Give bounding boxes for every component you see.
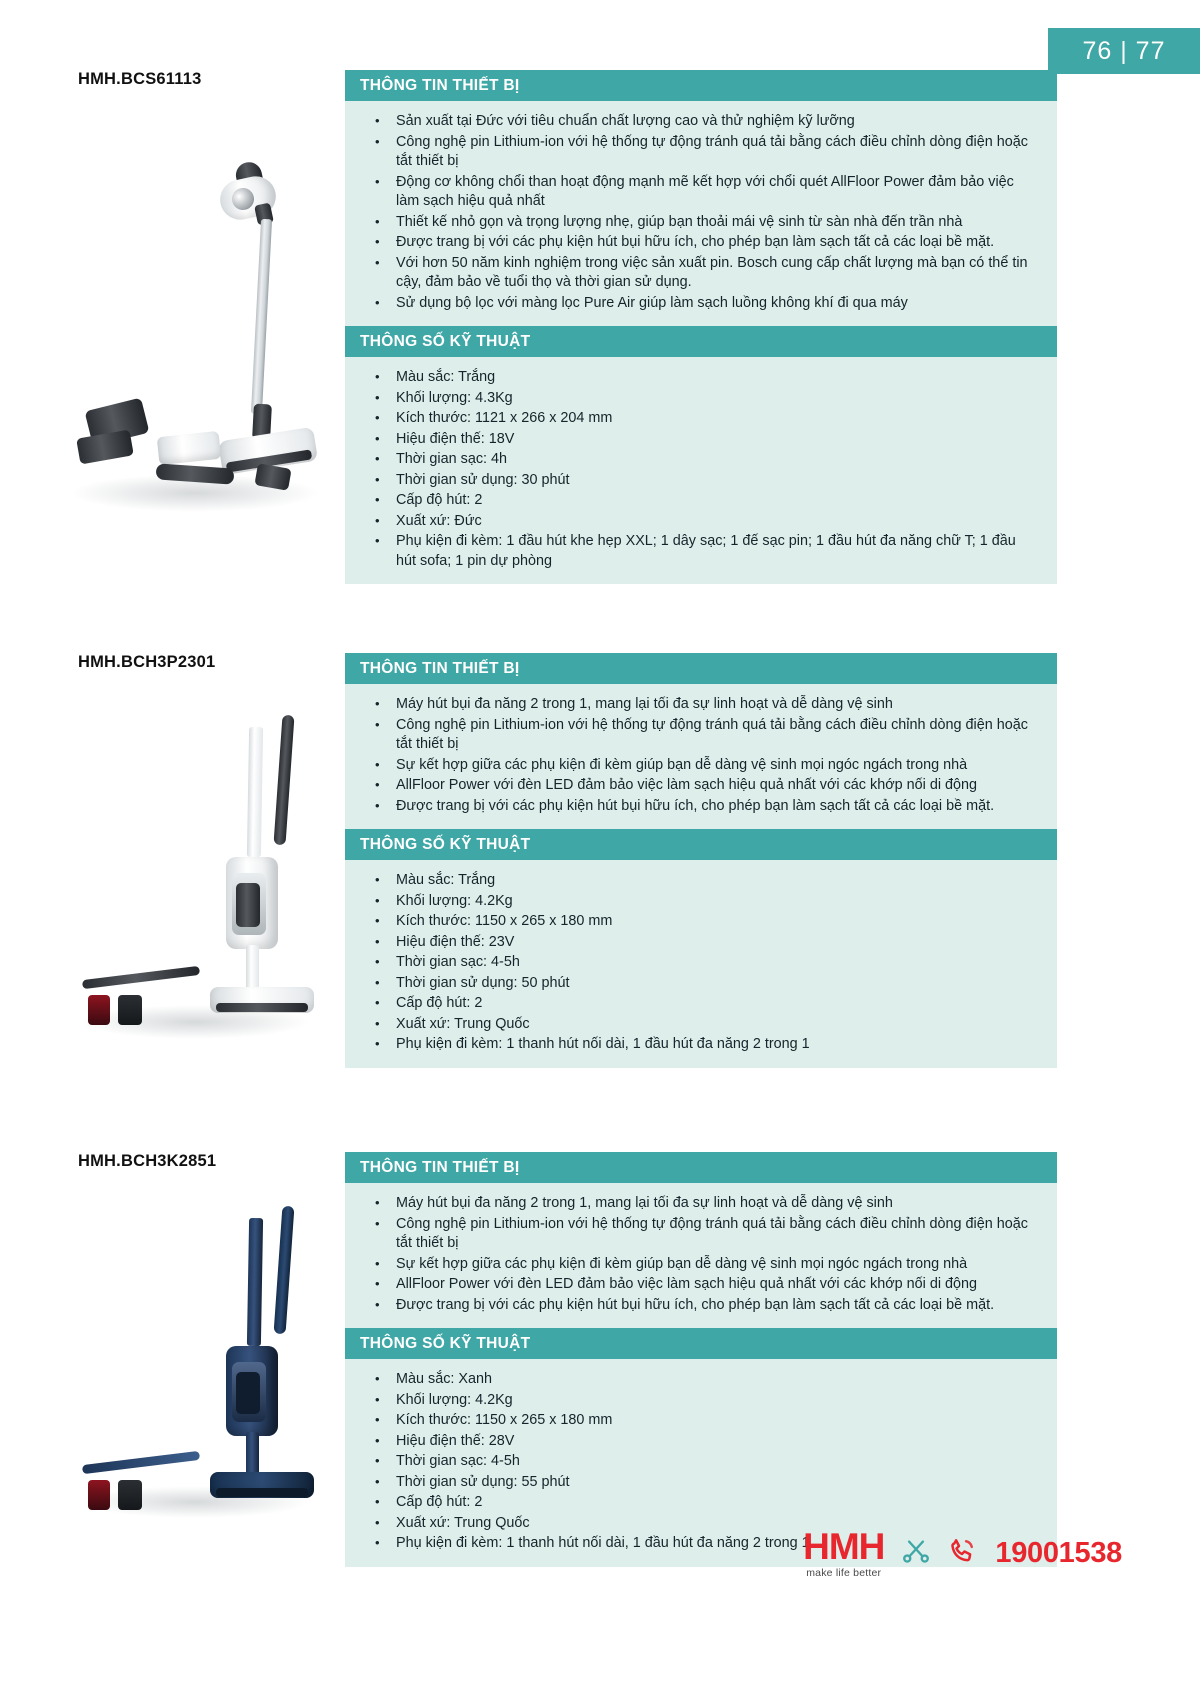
vacuum-tube (251, 219, 272, 414)
product-info-panel-2 (345, 653, 1057, 1068)
vacuum-filter (236, 1372, 260, 1414)
list-item: • Sự kết hợp giữa các phụ kiện đi kèm giúp bạn dễ dàng vệ sinh mọi ngóc ngách trong nhà (360, 1255, 1039, 1275)
list-item: • Máy hút bụi đa năng 2 trong 1, mang lại tối đa sự linh hoạt và dễ dàng vệ sinh (360, 1194, 1039, 1214)
list-item: • Xuất xứ: Trung Quốc (360, 1015, 1039, 1035)
accessory-brush-tool (118, 995, 142, 1025)
list-item: • Màu sắc: Trắng (360, 368, 1039, 388)
section-body-info (345, 1183, 1057, 1328)
page-footer (0, 1528, 1200, 1598)
section-header-info: THÔNG TIN THIẾT BỊ (345, 1152, 1057, 1183)
vacuum-lower-tube (246, 945, 259, 993)
list-item: • Thời gian sử dụng: 50 phút (360, 974, 1039, 994)
list-item: • Kích thước: 1150 x 265 x 180 mm (360, 912, 1039, 932)
list-item: • Phụ kiện đi kèm: 1 thanh hút nối dài, 1 đầu hút đa năng 2 trong 1 (360, 1534, 1039, 1554)
section-body-info (345, 101, 1057, 326)
scissors-tools-icon (901, 1536, 931, 1571)
vacuum-illustration (60, 1186, 340, 1546)
vacuum-filter (236, 883, 260, 927)
specs-list (360, 368, 1039, 571)
list-item: • Khối lượng: 4.3Kg (360, 389, 1039, 409)
vacuum-tube (247, 727, 263, 857)
vacuum-illustration (60, 104, 340, 544)
accessory-extension-wand (82, 966, 200, 989)
list-item: • Thời gian sạc: 4-5h (360, 953, 1039, 973)
section-header-specs: THÔNG SỐ KỸ THUẬT (345, 1328, 1057, 1359)
list-item: • Kích thước: 1121 x 266 x 204 mm (360, 409, 1039, 429)
footer-contact-bar (803, 1528, 1122, 1579)
accessory-crevice-tool (88, 1480, 110, 1510)
info-list (360, 1194, 1039, 1315)
accessory-crevice-tool (88, 995, 110, 1025)
list-item: • Máy hút bụi đa năng 2 trong 1, mang lại tối đa sự linh hoạt và dễ dàng vệ sinh (360, 695, 1039, 715)
list-item: • Màu sắc: Trắng (360, 871, 1039, 891)
vacuum-tube (247, 1218, 263, 1346)
list-item: • Được trang bị với các phụ kiện hút bụi hữu ích, cho phép bạn làm sạch tất cả các loại bề mặt. (360, 1296, 1039, 1316)
phone-icon (948, 1536, 978, 1571)
list-item: • Được trang bị với các phụ kiện hút bụi hữu ích, cho phép bạn làm sạch tất cả các loại bề mặt. (360, 233, 1039, 253)
hotline-number: 19001538 (995, 1536, 1122, 1569)
section-body-specs (345, 860, 1057, 1068)
list-item: • Cấp độ hút: 2 (360, 1493, 1039, 1513)
info-list (360, 695, 1039, 816)
list-item: • Cấp độ hút: 2 (360, 994, 1039, 1014)
accessory-sofa-nozzle (157, 431, 222, 465)
list-item: • Công nghệ pin Lithium-ion với hệ thống tự động tránh quá tải bằng cách điều chỉnh dòng điện hoặc tắt thiết bị (360, 716, 1039, 755)
section-header-info: THÔNG TIN THIẾT BỊ (345, 653, 1057, 684)
section-header-info: THÔNG TIN THIẾT BỊ (345, 70, 1057, 101)
list-item: • Thời gian sử dụng: 30 phút (360, 471, 1039, 491)
list-item: • Công nghệ pin Lithium-ion với hệ thống tự động tránh quá tải bằng cách điều chỉnh dòng điện hoặc tắt thiết bị (360, 1215, 1039, 1254)
list-item: • Cấp độ hút: 2 (360, 491, 1039, 511)
list-item: • Xuất xứ: Trung Quốc (360, 1514, 1039, 1534)
list-item: • Kích thước: 1150 x 265 x 180 mm (360, 1411, 1039, 1431)
section-body-info (345, 684, 1057, 829)
list-item: • Hiệu điện thế: 18V (360, 430, 1039, 450)
section-body-specs (345, 357, 1057, 584)
list-item: • Hiệu điện thế: 28V (360, 1432, 1039, 1452)
section-header-specs: THÔNG SỐ KỸ THUẬT (345, 326, 1057, 357)
product-image-3 (60, 1186, 340, 1546)
vacuum-brush-bar (216, 1003, 308, 1012)
vacuum-brush-bar (216, 1488, 308, 1497)
list-item: • Phụ kiện đi kèm: 1 thanh hút nối dài, 1 đầu hút đa năng 2 trong 1 (360, 1035, 1039, 1055)
product-code: HMH.BCH3P2301 (78, 653, 216, 671)
list-item: • Thiết kế nhỏ gọn và trọng lượng nhẹ, giúp bạn thoải mái vệ sinh từ sàn nhà đến trần nhà (360, 213, 1039, 233)
vacuum-handle (273, 715, 294, 846)
list-item: • Thời gian sử dụng: 55 phút (360, 1473, 1039, 1493)
list-item: • Động cơ không chổi than hoạt động mạnh mẽ kết hợp với chổi quét AllFloor Power đảm bảo việc làm sạch hiệu quả nhất (360, 173, 1039, 212)
list-item: • Khối lượng: 4.2Kg (360, 1391, 1039, 1411)
list-item: • Với hơn 50 năm kinh nghiệm trong việc sản xuất pin. Bosch cung cấp chất lượng mà bạn có thể tin cậy, đảm bảo về tuổi thọ và thời gian sử dụng. (360, 254, 1039, 293)
page-number-badge (1048, 28, 1200, 74)
section-header-specs: THÔNG SỐ KỸ THUẬT (345, 829, 1057, 860)
product-info-panel-1 (345, 70, 1057, 584)
list-item: • Thời gian sạc: 4h (360, 450, 1039, 470)
product-info-panel-3 (345, 1152, 1057, 1567)
product-code: HMH.BCS61113 (78, 70, 202, 88)
list-item: • Thời gian sạc: 4-5h (360, 1452, 1039, 1472)
list-item: • Được trang bị với các phụ kiện hút bụi hữu ích, cho phép bạn làm sạch tất cả các loại bề mặt. (360, 797, 1039, 817)
info-list (360, 112, 1039, 313)
hmh-tagline: make life better (806, 1567, 882, 1579)
accessory-extension-wand (82, 1451, 200, 1474)
list-item: • Khối lượng: 4.2Kg (360, 892, 1039, 912)
list-item: • AllFloor Power với đèn LED đảm bảo việc làm sạch hiệu quả nhất với các khớp nối di động (360, 776, 1039, 796)
list-item: • Công nghệ pin Lithium-ion với hệ thống tự động tránh quá tải bằng cách điều chỉnh dòng điện hoặc tắt thiết bị (360, 133, 1039, 172)
list-item: • AllFloor Power với đèn LED đảm bảo việc làm sạch hiệu quả nhất với các khớp nối di động (360, 1275, 1039, 1295)
hmh-logo (803, 1528, 884, 1579)
specs-list (360, 871, 1039, 1055)
accessory-charger-base (76, 430, 134, 465)
hmh-logo-text: HMH (803, 1526, 885, 1567)
list-item: • Màu sắc: Xanh (360, 1370, 1039, 1390)
vacuum-handle (274, 1206, 295, 1335)
specs-list (360, 1370, 1039, 1554)
list-item: • Sự kết hợp giữa các phụ kiện đi kèm giúp bạn dễ dàng vệ sinh mọi ngóc ngách trong nhà (360, 756, 1039, 776)
product-image-1 (60, 104, 340, 544)
list-item: • Xuất xứ: Đức (360, 512, 1039, 532)
list-item: • Sản xuất tại Đức với tiêu chuẩn chất lượng cao và thử nghiệm kỹ lưỡng (360, 112, 1039, 132)
list-item: • Phụ kiện đi kèm: 1 đầu hút khe hẹp XXL; 1 dây sạc; 1 đế sạc pin; 1 đầu hút đa năng chữ T; 1 đầu hút sofa; 1 pin dự phòng (360, 532, 1039, 571)
page-number-label: 76 | 77 (1082, 36, 1166, 65)
accessory-brush-tool (118, 1480, 142, 1510)
product-image-2 (60, 687, 340, 1067)
list-item: • Sử dụng bộ lọc với màng lọc Pure Air giúp làm sạch luồng không khí đi qua máy (360, 294, 1039, 314)
list-item: • Hiệu điện thế: 23V (360, 933, 1039, 953)
vacuum-illustration (60, 687, 340, 1067)
product-code: HMH.BCH3K2851 (78, 1152, 217, 1170)
